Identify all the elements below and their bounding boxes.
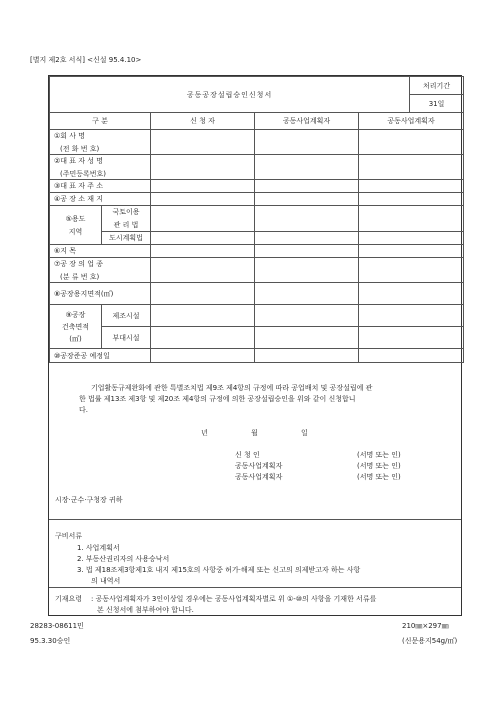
docs-divider: [49, 519, 461, 520]
zoning-label: ⑤용도 지역: [50, 206, 102, 245]
doc-item-1: 1. 사업계획서: [77, 544, 120, 552]
co2-landuse-field[interactable]: [359, 206, 464, 232]
applicant-company-field[interactable]: [151, 130, 255, 155]
applicant-aux-field[interactable]: [151, 327, 255, 349]
seal-2: (서명 또는 인): [357, 462, 401, 470]
industry-label: ⑦공 장 의 업 종 (분 류 번 호): [50, 258, 151, 283]
col-co-planner-1: 공동사업계획자: [255, 113, 359, 130]
docs-title: 구비서류: [55, 532, 83, 540]
representative-label: ②대 표 자 성 명 (주민등록번호): [50, 155, 151, 180]
applicant-mfg-field[interactable]: [151, 305, 255, 327]
note-divider: [49, 587, 461, 588]
date-year: 년: [201, 429, 208, 437]
co1-aux-field[interactable]: [255, 327, 359, 349]
co2-company-field[interactable]: [359, 130, 464, 155]
applicant-land-field[interactable]: [151, 245, 255, 258]
seal-1: (서명 또는 인): [357, 451, 401, 459]
auxiliary-facility-label: 부대시설: [102, 327, 151, 349]
application-form: [48, 75, 462, 616]
applicant-urban-field[interactable]: [151, 232, 255, 245]
building-area-label: ⑨공장 건축면적 (㎡): [50, 305, 102, 349]
signer-co-planner-1: 공동사업계획자: [235, 462, 283, 470]
doc-item-3-cont: 의 내역서: [91, 577, 121, 585]
co1-rep-field[interactable]: [255, 155, 359, 180]
land-category-label: ⑥지 목: [50, 245, 151, 258]
co2-location-field[interactable]: [359, 193, 464, 206]
co2-rep-field[interactable]: [359, 155, 464, 180]
rep-address-label: ③대 표 자 주 소: [50, 180, 151, 193]
co1-location-field[interactable]: [255, 193, 359, 206]
col-applicant: 신 청 자: [151, 113, 255, 130]
completion-date-label: ⑩공장준공 예정일: [50, 349, 151, 363]
co2-mfg-field[interactable]: [359, 305, 464, 327]
form-number: [별지 제2호 서식] <신설 95.4.10>: [30, 56, 142, 64]
applicant-address-field[interactable]: [151, 180, 255, 193]
statement-line-2: 한 법률 제13조 제3항 및 제20조 제4항의 규정에 의한 공장설립승인을 위와 같이 신청합니: [79, 395, 356, 403]
recipient: 시장·군수·구청장 귀하: [55, 496, 123, 504]
seal-3: (서명 또는 인): [357, 473, 401, 481]
paper-type: (신문용지54g/㎡): [402, 637, 458, 645]
col-co-planner-2: 공동사업계획자: [359, 113, 464, 130]
manufacturing-facility-label: 제조시설: [102, 305, 151, 327]
co1-address-field[interactable]: [255, 180, 359, 193]
co2-urban-field[interactable]: [359, 232, 464, 245]
co1-site-field[interactable]: [255, 283, 359, 305]
doc-item-2: 2. 부동산권리자의 사용승낙서: [77, 555, 170, 563]
site-area-label: ⑧공장용지면적(㎡): [50, 283, 151, 305]
statement-line-3: 다.: [79, 406, 88, 414]
processing-days: 31일: [410, 95, 464, 113]
co2-industry-field[interactable]: [359, 258, 464, 283]
applicant-landuse-field[interactable]: [151, 206, 255, 232]
paper-size: 210㎜×297㎜: [402, 622, 449, 630]
land-use-law-label: 국토이용 관 리 법: [102, 206, 151, 232]
co1-land-field[interactable]: [255, 245, 359, 258]
co2-land-field[interactable]: [359, 245, 464, 258]
signer-co-planner-2: 공동사업계획자: [235, 473, 283, 481]
factory-location-label: ④공 장 소 재 지: [50, 193, 151, 206]
applicant-date-field[interactable]: [151, 349, 255, 363]
co1-urban-field[interactable]: [255, 232, 359, 245]
signer-applicant: 신 청 인: [235, 451, 260, 459]
form-code: 28283-08611민: [30, 622, 84, 630]
form-table: [49, 76, 464, 363]
applicant-rep-field[interactable]: [151, 155, 255, 180]
statement-line-1: 기업활동규제완화에 관한 특별조치법 제9조 제4항의 규정에 따라 공업배치 및 공장설립에 관: [91, 384, 373, 392]
date-month: 월: [251, 429, 258, 437]
co2-date-field[interactable]: [359, 349, 464, 363]
co1-industry-field[interactable]: [255, 258, 359, 283]
doc-item-3: 3. 법 제18조제3항제1호 내지 제15호의 사항중 허가·해제 또는 신고의 의제받고자 하는 사항: [77, 566, 361, 574]
note-line-2: 본 신청서에 첨부하여야 합니다.: [97, 606, 194, 614]
co1-mfg-field[interactable]: [255, 305, 359, 327]
applicant-location-field[interactable]: [151, 193, 255, 206]
date-day: 일: [301, 429, 308, 437]
applicant-industry-field[interactable]: [151, 258, 255, 283]
co2-aux-field[interactable]: [359, 327, 464, 349]
urban-planning-law-label: 도시계획법: [102, 232, 151, 245]
co2-site-field[interactable]: [359, 283, 464, 305]
note-line-1: : 공동사업계획자가 3인이상일 경우에는 공동사업계획자별로 위 ①-⑩의 사항을 기재한 서류를: [91, 595, 377, 603]
form-title: 공동공장설립승인신청서: [50, 77, 410, 113]
co2-address-field[interactable]: [359, 180, 464, 193]
approval-date: 95.3.30승인: [30, 637, 71, 645]
processing-period-label: 처리기간: [410, 77, 464, 95]
col-category: 구 분: [50, 113, 151, 130]
note-label: 기재요령: [55, 595, 83, 603]
applicant-site-field[interactable]: [151, 283, 255, 305]
co1-company-field[interactable]: [255, 130, 359, 155]
co1-date-field[interactable]: [255, 349, 359, 363]
company-name-label: ①회 사 명 (전 화 번 호): [50, 130, 151, 155]
co1-landuse-field[interactable]: [255, 206, 359, 232]
